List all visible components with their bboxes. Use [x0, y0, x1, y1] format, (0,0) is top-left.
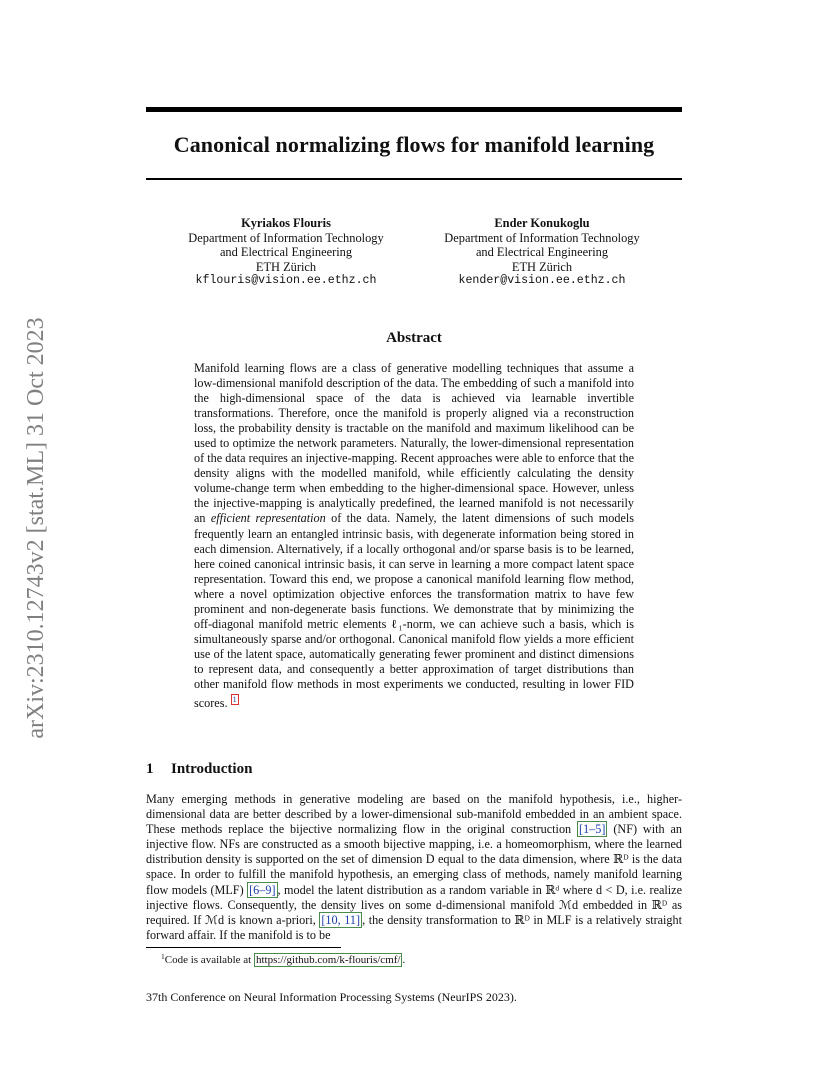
arxiv-identifier: arXiv:2310.12743v2 [stat.ML] 31 Oct 2023	[23, 317, 49, 739]
footnote-end: .	[402, 954, 406, 966]
section-number: 1	[146, 761, 154, 777]
footnote-text: Code is available at	[164, 954, 254, 966]
code-url-link[interactable]: https://github.com/k-flouris/cmf/	[255, 954, 401, 966]
section-heading	[146, 759, 252, 779]
author-name: Ender Konukoglu	[494, 216, 590, 230]
title-bottom-rule	[146, 178, 682, 180]
citation-link[interactable]: [10, 11]	[321, 912, 361, 927]
citation-link[interactable]: [6–9]	[249, 882, 276, 897]
author-affiliation: Department of Information Technology	[188, 230, 384, 245]
citation-link[interactable]: [1–5]	[579, 822, 606, 837]
author-email: kflouris@vision.ee.ethz.ch	[195, 274, 377, 288]
body-text: , model the latent distribution as a random variable in ℝᵈ where d < D, i.e. realize injective flows. Consequently, the density lives on some d-dimensional manifold ℳd embedded in ℝᴰ as required. If ℳd is known a-priori,	[146, 882, 682, 927]
abstract-heading: Abstract	[386, 330, 442, 346]
author-affiliation: Department of Information Technology	[444, 230, 640, 245]
footnote-rule	[146, 947, 341, 948]
venue-line: 37th Conference on Neural Information Processing Systems (NeurIPS 2023).	[146, 990, 517, 1004]
abstract-body	[194, 361, 634, 711]
author-block-1	[170, 216, 402, 289]
body-text: Many emerging methods in generative modeling are based on the manifold hypothesis, i.e., higher-dimensional data are better described by a lower-dimensional sub-manifold embedded in an ambient space. These methods replace the bijective normalizing flow in the original construction	[146, 792, 682, 837]
abstract-text: Manifold learning flows are a class of generative modelling techniques that assume a low-dimensional manifold description of the data. The embedding of such a manifold into the high-dimensional space of the data is achieved via learnable invertible transformations. Therefore, once the manifold is properly aligned via a reconstruction loss, the probability density is tractable on the manifold and maximum likelihood can be used to optimize the network parameters. Naturally, the lower-dimensional representation of the data requires an injective-mapping. Recent approaches were able to enforce that the density aligns with the modelled manifold, while efficiently calculating the density volume-change term when embedding to the higher-dimensional space. However, unless the injective-mapping is analytically predefined, the learned manifold is not necessarily an	[194, 361, 634, 526]
paper-title: Canonical normalizing flows for manifold learning	[173, 132, 655, 157]
author-affiliation: and Electrical Engineering	[219, 245, 353, 260]
author-block-2	[426, 216, 658, 289]
footnote-mark: 1	[161, 952, 165, 961]
abstract-text: of the data. Namely, the latent dimensions of such models frequently learn an entangled intrinsic basis, with degenerate information being stored in each dimension. Alternatively, if a locally orthogonal and/or sparse basis is to be learned, here coined canonical intrinsic basis, it can serve in learning a more compact latent space representation. Toward this end, we propose a canonical manifold learning flow method, where a novel optimization objective enforces the transformation matrix to have few prominent and non-degenerate basis functions. We demonstrate that by minimizing the off-diagonal manifold metric elements ℓ₁-norm, we can achieve such a basis, which is simultaneously sparse and/or orthogonal. Canonical manifold flow yields a more efficient use of the latent space, automatically generating fewer prominent and distinct dimensions to represent data, and consequently a better approximation of target distributions than other manifold flow methods in most experiments we conducted, resulting in lower FID scores.	[194, 511, 634, 711]
author-affiliation: and Electrical Engineering	[475, 245, 609, 260]
intro-paragraph	[146, 792, 682, 943]
body-text: (NF) with an injective flow. NFs are constructed as a smooth bijective mapping, i.e. a homeomorphism, where the learned distribution density is supported on the set of dimension D equal to the data dimension, where ℝᴰ is the data space. In order to fulfill the manifold hypothesis, an emerging class of methods, namely manifold learning flow models (MLF)	[146, 822, 682, 897]
author-email: kender@vision.ee.ethz.ch	[458, 274, 626, 288]
abstract-emphasis: efficient representation	[210, 511, 326, 526]
section-title: Introduction	[171, 761, 253, 777]
author-institution: ETH Zürich	[511, 259, 573, 274]
author-name: Kyriakos Flouris	[241, 216, 331, 230]
body-text: , the density transformation to ℝᴰ in MLF is a relatively straight forward affair. If the manifold is to be	[146, 912, 683, 942]
title-top-rule	[146, 107, 682, 112]
author-institution: ETH Zürich	[255, 259, 317, 274]
footnote-link[interactable]: 1	[232, 695, 237, 705]
footnote	[161, 950, 405, 967]
